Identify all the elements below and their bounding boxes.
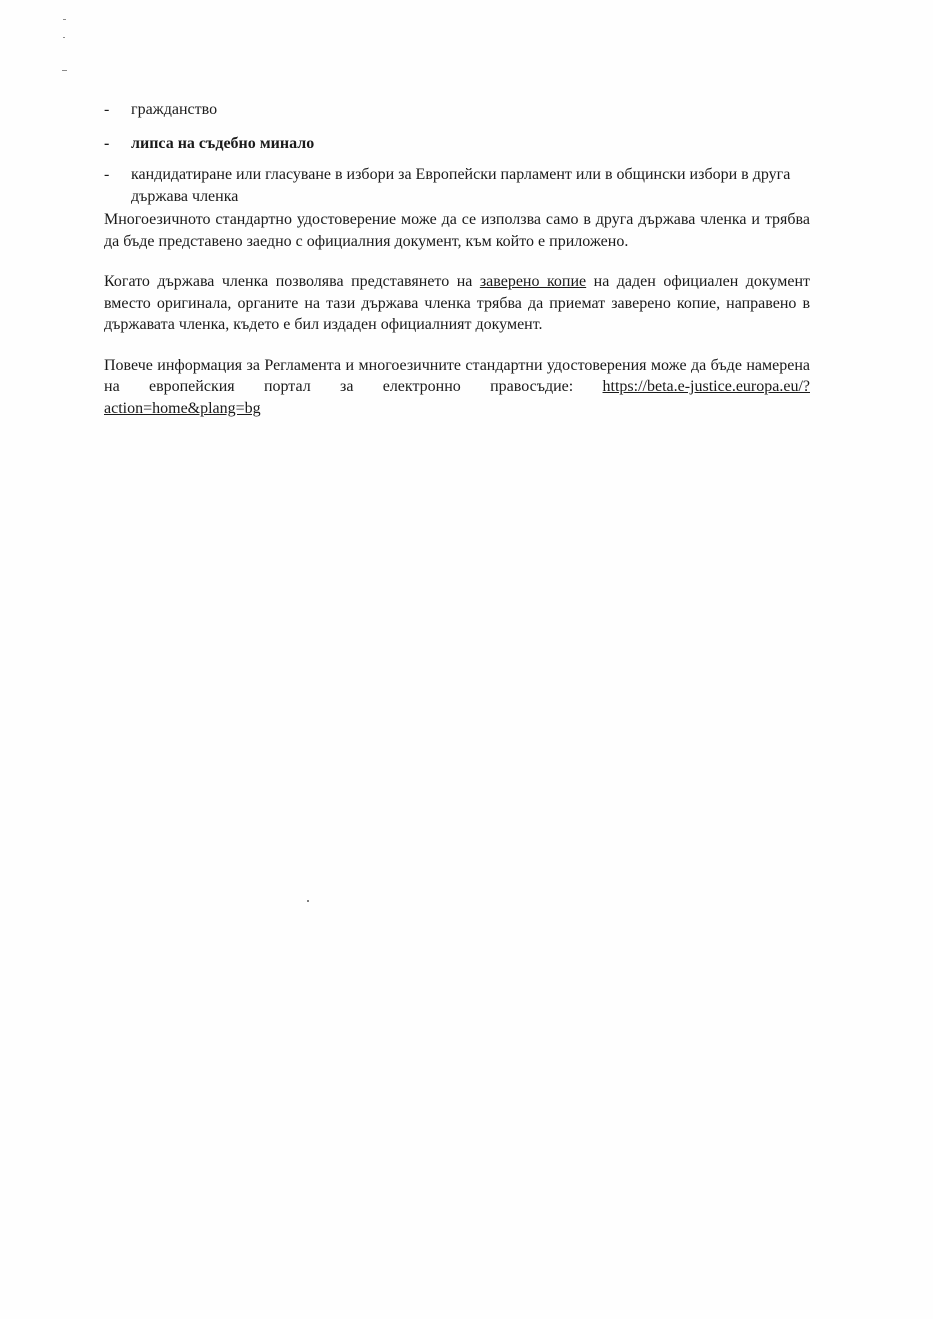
paragraph-certified-copy [104, 271, 810, 336]
scan-artifact-dot [307, 900, 309, 902]
list-item [104, 99, 810, 121]
paragraph-text: Повече информация за Регламента и многоезичните стандартни удостоверения може да бъде намерена на европейския портал за електронно правосъдие: [104, 356, 810, 395]
scan-artifact-mark [63, 19, 66, 20]
list-item-text: кандидатиране или гласуване в избори за Европейски парламент или в общински избори в друга държава членка [131, 166, 791, 205]
bullet-dash: - [104, 166, 110, 183]
list-item [104, 164, 810, 207]
scan-artifact-mark [63, 37, 65, 38]
e-justice-link[interactable]: https://beta.e-justice.europa.eu/?action=home&plang=bg [104, 378, 810, 417]
paragraph-text: на даден официален документ вместо оригинала, органите на тази държава членка трябва да приемат заверено копие, направено в държавата членка, където е бил издаден официалният документ. [104, 273, 811, 333]
underlined-term: заверено копие [479, 273, 587, 290]
bullet-dash: - [104, 101, 110, 118]
paragraph-usage: Многоезичното стандартно удостоверение може да се използва само в друга държава членка и трябва да бъде представено заедно с официалния документ, към който е приложено. [104, 211, 810, 250]
list-item [104, 133, 810, 155]
list-item-text: липса на съдебно минало [131, 134, 315, 152]
paragraph-text: Когато държава членка позволява представянето на [104, 273, 480, 290]
document-body [104, 99, 810, 419]
bullet-dash: - [104, 134, 110, 152]
list-item-text: гражданство [131, 101, 218, 118]
paragraph-more-info [104, 355, 810, 420]
scan-artifact-mark [62, 70, 67, 71]
